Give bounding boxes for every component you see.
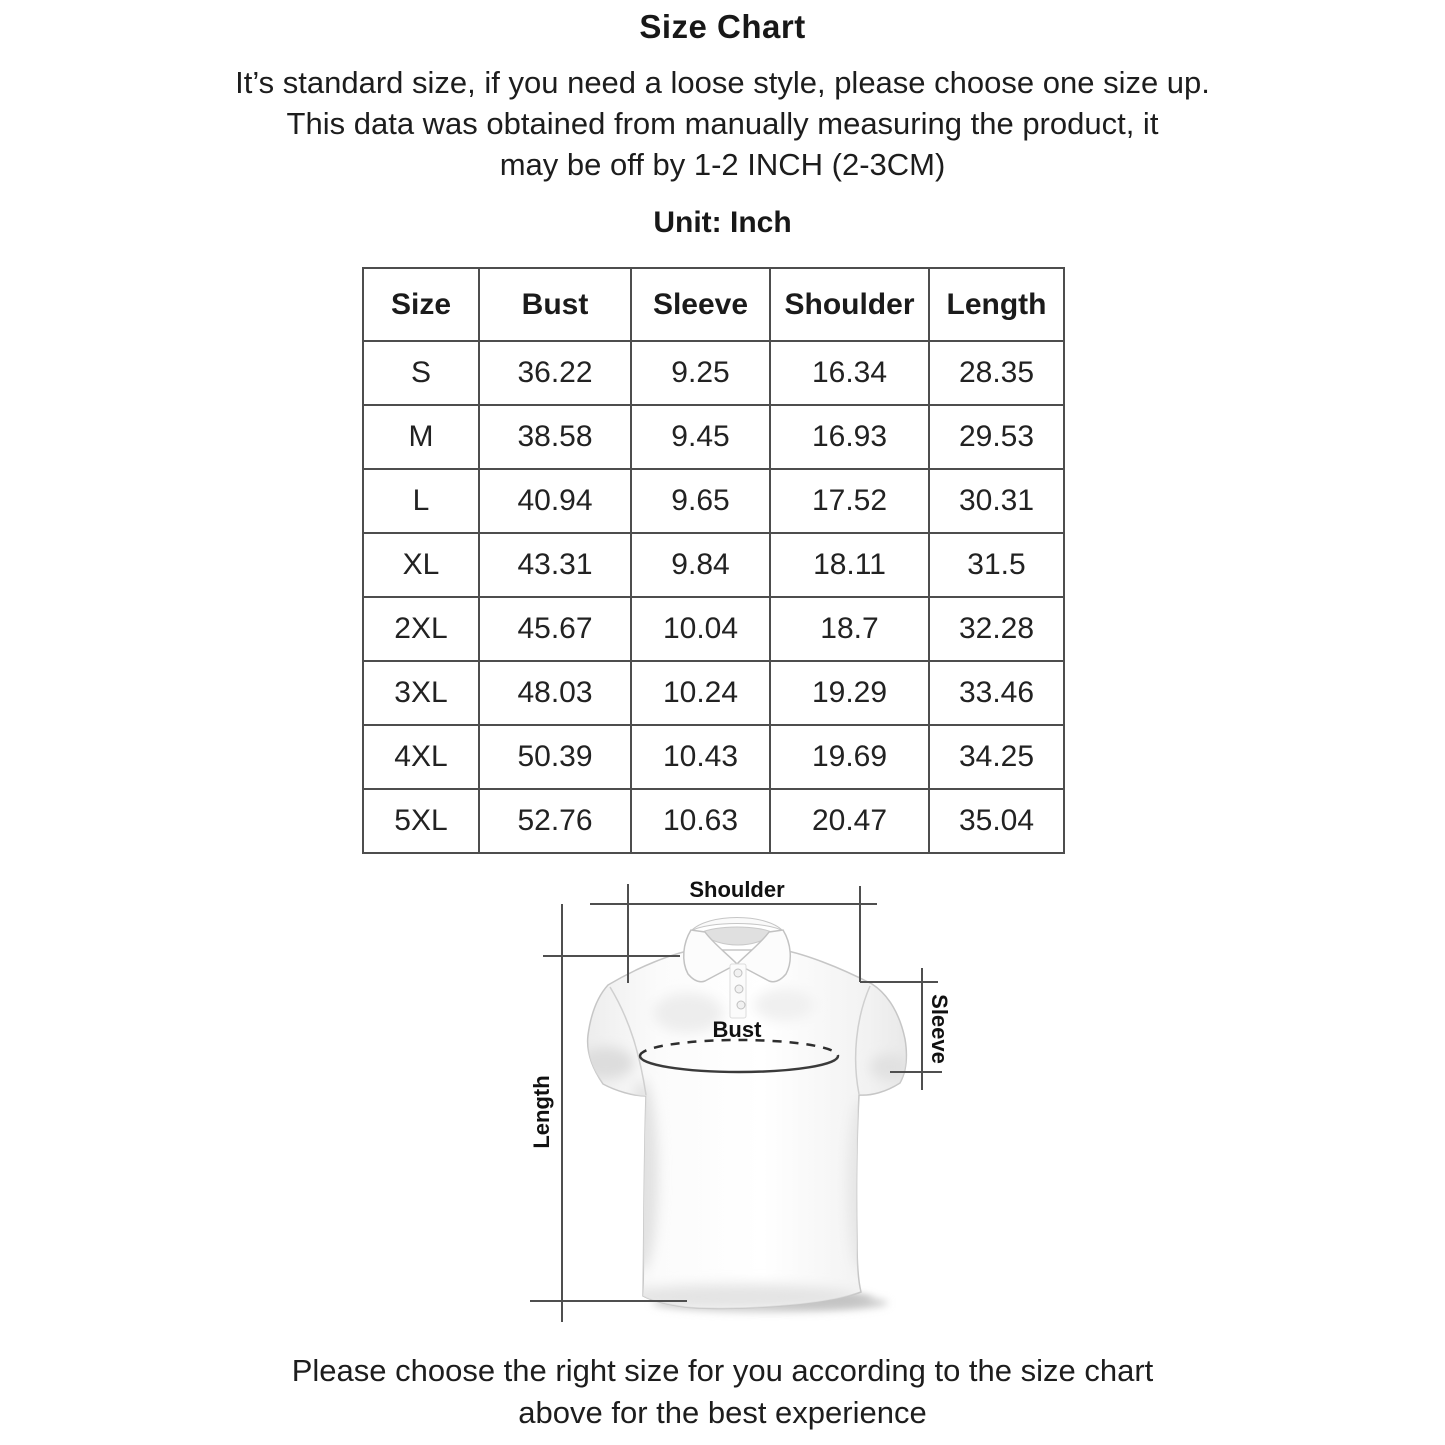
intro-text-line: may be off by 1-2 INCH (2-3CM) — [499, 147, 946, 182]
cell-bust: 43.31 — [479, 533, 631, 597]
table-header-row — [363, 268, 1064, 341]
cell-shoulder: 16.93 — [770, 405, 929, 469]
table-row — [363, 469, 1064, 533]
footer-text — [0, 1350, 1445, 1434]
table-row — [363, 597, 1064, 661]
cell-length: 33.46 — [929, 661, 1064, 725]
cell-sleeve: 9.84 — [631, 533, 770, 597]
cell-length: 32.28 — [929, 597, 1064, 661]
header-cell-bust: Bust — [479, 268, 631, 341]
length-label: Length — [529, 1075, 554, 1149]
intro-text-line: It’s standard size, if you need a loose style, please choose one size up. — [235, 65, 1210, 100]
shirt-measurement-diagram — [480, 855, 1000, 1335]
unit-label: Unit: Inch — [653, 206, 792, 239]
size-table — [362, 267, 1065, 854]
cell-length: 30.31 — [929, 469, 1064, 533]
cell-bust: 36.22 — [479, 341, 631, 405]
cell-sleeve: 9.65 — [631, 469, 770, 533]
page-title: Size Chart — [639, 8, 806, 45]
table-row — [363, 661, 1064, 725]
header-cell-size: Size — [363, 268, 479, 341]
intro-text — [0, 62, 1445, 185]
cell-bust: 45.67 — [479, 597, 631, 661]
shoulder-label: Shoulder — [689, 877, 785, 902]
cell-length: 28.35 — [929, 341, 1064, 405]
cell-size: S — [363, 341, 479, 405]
cell-size: M — [363, 405, 479, 469]
cell-shoulder: 19.69 — [770, 725, 929, 789]
cell-shoulder: 17.52 — [770, 469, 929, 533]
cell-shoulder: 18.7 — [770, 597, 929, 661]
bust-label: Bust — [712, 1017, 762, 1042]
cell-sleeve: 9.25 — [631, 341, 770, 405]
intro-text-line: This data was obtained from manually measuring the product, it — [286, 106, 1159, 141]
table-row — [363, 341, 1064, 405]
cell-size: L — [363, 469, 479, 533]
cell-sleeve: 10.24 — [631, 661, 770, 725]
header-cell-length: Length — [929, 268, 1064, 341]
cell-size: 3XL — [363, 661, 479, 725]
cell-sleeve: 10.63 — [631, 789, 770, 853]
footer-text-line: above for the best experience — [518, 1395, 927, 1430]
cell-shoulder: 19.29 — [770, 661, 929, 725]
cell-shoulder: 16.34 — [770, 341, 929, 405]
cell-shoulder: 20.47 — [770, 789, 929, 853]
sleeve-label: Sleeve — [927, 994, 952, 1064]
table-row — [363, 533, 1064, 597]
cell-length: 31.5 — [929, 533, 1064, 597]
footer-text-line: Please choose the right size for you according to the size chart — [291, 1353, 1154, 1388]
cell-size: 4XL — [363, 725, 479, 789]
cell-shoulder: 18.11 — [770, 533, 929, 597]
cell-bust: 52.76 — [479, 789, 631, 853]
table-row — [363, 789, 1064, 853]
cell-sleeve: 9.45 — [631, 405, 770, 469]
cell-sleeve: 10.43 — [631, 725, 770, 789]
cell-size: 5XL — [363, 789, 479, 853]
table-row — [363, 405, 1064, 469]
header-cell-sleeve: Sleeve — [631, 268, 770, 341]
cell-bust: 48.03 — [479, 661, 631, 725]
cell-length: 34.25 — [929, 725, 1064, 789]
table-row — [363, 725, 1064, 789]
cell-bust: 40.94 — [479, 469, 631, 533]
cell-length: 35.04 — [929, 789, 1064, 853]
header-cell-shoulder: Shoulder — [770, 268, 929, 341]
cell-bust: 50.39 — [479, 725, 631, 789]
cell-sleeve: 10.04 — [631, 597, 770, 661]
cell-size: 2XL — [363, 597, 479, 661]
cell-bust: 38.58 — [479, 405, 631, 469]
cell-size: XL — [363, 533, 479, 597]
cell-length: 29.53 — [929, 405, 1064, 469]
